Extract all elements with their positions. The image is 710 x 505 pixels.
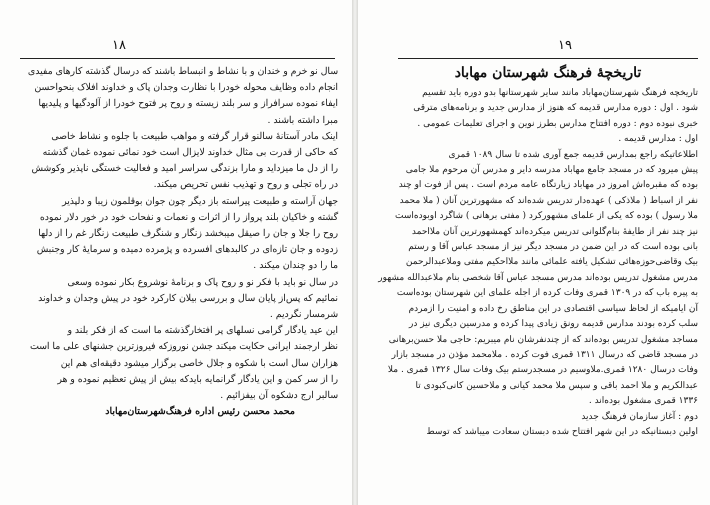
- right-page: [358, 0, 710, 505]
- text-line: نظر ارجمند ایرانی حکایت میکند جشن نوروزکه فیروزترین جشنهای علی ما است: [29, 341, 338, 353]
- text-line: نمائیم که پس‌از پایان سال و بررسی بیلان کارکرد خود در پیش وجدان و خداوند: [38, 292, 338, 304]
- text-line: عبدالکریم و ملا احمد باقی و سپس ملا محمد کیانی و ملاحسین کانی‌کبودی تا: [415, 380, 698, 391]
- text-line: بیک وقاضی‌حوزه‌هائی تشکیل‌ یافته علمائی مانند ملااحکیم مفتی وملاعبدالرحمن: [405, 257, 698, 268]
- text-line: نفر از اسباط ( ملاذکی ) عهده‌دار تدریس شده‌اند که مشهورترین آنان ( ملا محمد: [399, 195, 698, 206]
- text-line: اولین دبستانیکه در این شهر افتتاح شده دبستان سعادت میباشد که توسط: [426, 426, 698, 437]
- text-line: در مسجد قاضی که درسال ۱۳۱۱ قمری فوت کرده . ملامحمد مؤذن در مسجد بازار: [391, 349, 698, 360]
- text-line: ملا رسول ) بوده که یکی از علمای مشهورکرد ( مفتی برهانی ) شاگرد اوبوده‌است: [395, 211, 698, 222]
- header-rule: [20, 58, 335, 59]
- text-line: در راه تجلی و روح و تهذیب نفس تحریص میکند.: [153, 179, 338, 191]
- text-line: اینک مادر آستانهٔ سالنو قرار گرفته و مواهب طبیعت با جلوه و نشاط خاصی: [51, 130, 338, 142]
- text-line: ۱۳۳۶ قمری مشغول بوده‌اند .: [588, 396, 698, 407]
- text-line: دوم : آغاز سازمان فرهنگ جدید: [581, 411, 698, 422]
- text-line: انجام داده وظایف محوله خودرا با نظارت وجدان پاک و خداوند افلاک بنحواحسن: [34, 82, 338, 94]
- text-line: که حاکی از قدرت بی مثال خداوند لایزال است خود نمائی نموده غمان گذشته: [42, 147, 338, 159]
- text-line: اطلاعاتیکه راجع بمدارس قدیمه جمع آوری شده تا سال ۱۰۸۹ قمری: [448, 149, 698, 160]
- page-number: ۱۹: [558, 38, 572, 53]
- text-line: سال نو خرم و خندان و با نشاط و انبساط باشند که درسال گذشته کارهای مفیدی: [27, 66, 338, 77]
- chapter-title: تاریخچهٔ فرهنگ شهرستان مهاباد: [454, 65, 642, 81]
- text-line: جهان آراسته و طبیعت پیراسته باز دیگر چون جوان بوقلمون زیبا و دلپذیر: [62, 195, 338, 207]
- text-line: خبری نبوده دوم : دوره افتتاح مدارس بطرز نوین و اجرای تعلیمات عمومی .: [417, 118, 698, 129]
- text-line: سلب کرده بودند مدارس قدیمه رونق زیادی پیدا کرده و مدرسین دیگری نیز در: [409, 319, 698, 330]
- text-line: را از دل ما میزداید و مارا بزندگی سراسر امید و فعالیت خستگی ناپذیر وکوشش: [31, 163, 338, 175]
- text-line: بانی بوده است که در این ضمن در مسجد دیگر نیز از مسجد عباس آقا و رستم: [408, 242, 698, 253]
- text-line: ما را دو چندان میکند .: [253, 260, 338, 272]
- text-line: بوده که مقبره‌اش امروز در مهاباد زیارتگاه عامه مردم است . پس از فوت او چند: [398, 180, 698, 191]
- text-line: شرمسار نگردیم .: [269, 309, 338, 321]
- text-line: زدوده و جان تازه‌ای در کالبدهای افسرده و پژمرده دمیده و سرمایهٔ کار وجنبش: [36, 244, 338, 256]
- text-line: این عید یادگار گرامی نسلهای پر افتخارگذشته ما است که از فکر بلند و: [67, 325, 338, 337]
- text-line: سالبر ارج دشکوه آن بیفزائیم .: [220, 390, 338, 402]
- text-line: شود . اول : دوره مدارس قدیمه که هنوز از مدارس جدید و برنامه‌های مترقی: [413, 103, 698, 114]
- text-line: مبرا داشته باشند .: [267, 114, 338, 126]
- text-line: تاریخچه فرهنگ شهرستان‌مهاباد مانند سایر شهرستانها بدو دوره باید تقسیم: [422, 88, 698, 98]
- text-line: مدرس مشغول تدریس بوده‌اند مدرس مسجد عباس آقا شخصی بنام ملاعبدالله مشهور: [378, 272, 698, 283]
- text-line: پیش میرود که در مسجد جامع مهاباد مدرسه دایر و مدرس آن مرحوم ملا جامی: [405, 165, 698, 176]
- header-rule: [398, 58, 698, 59]
- signature: محمد محسن رئیس اداره فرهنگ‌شهرستان‌مهاباد: [105, 406, 295, 417]
- text-line: ایفاء نموده سرافراز و سر بلند زیسته و روح پر فتوح خودرا از آلودگیها و پلیدیها: [38, 98, 338, 110]
- text-line: به پیره باب که در ۱۳۰۹ قمری وفات کرده از اجله علمای این شهرستان بوده‌است: [396, 288, 698, 299]
- text-line: گشته و خاکیان بلند پرواز را از اثرات و نعمات و نفحات خود در خور دلار نموده: [39, 211, 338, 223]
- text-line: را از سر کمن و این یادگار گرانمایه بایدکه بیش از پیش تعظیم نموده و هر: [57, 373, 338, 385]
- page-body-text: [378, 86, 698, 440]
- text-line: وفات درسال ۱۲۸۰ قمری.ملاوسیم در مسجدرستم بیک وفات سال ۱۳۲۶ قمری . ملا: [387, 365, 698, 376]
- page-body-text: [20, 64, 338, 404]
- left-page: [0, 0, 352, 505]
- text-line: آن ایامیکه از لحاظ سیاسی اقتصادی در این مناطق رخ داده و امنیت را ازمردم: [408, 303, 698, 314]
- text-line: روح را جلا و جان را صیقل میبخشد زنگار و شنگرف طبیعت زنگار غم را از دلها: [38, 228, 338, 240]
- page-number: ۱۸: [112, 38, 126, 53]
- text-line: در سال نو باید با فکر نو و روح پاک و برنامهٔ نوشروع بکار نموده وسعی: [67, 276, 338, 288]
- text-line: نیز چند نفر از طایفهٔ بنام‌گلوانی تدریس میکرده‌اند کهمشهورترین آنان ملااحمد: [411, 226, 698, 237]
- text-line: اول : مدارس قدیمه .: [618, 134, 698, 145]
- text-line: مساجد مشغول تدریس بوده‌اند که از چندنفرشان نام میبریم: حاجی ملا حسن‌برهانی: [388, 334, 698, 345]
- text-line: هزاران سال است با شکوه و جلال خاصی برگزار میشود دقیقه‌ای هم این: [60, 357, 338, 369]
